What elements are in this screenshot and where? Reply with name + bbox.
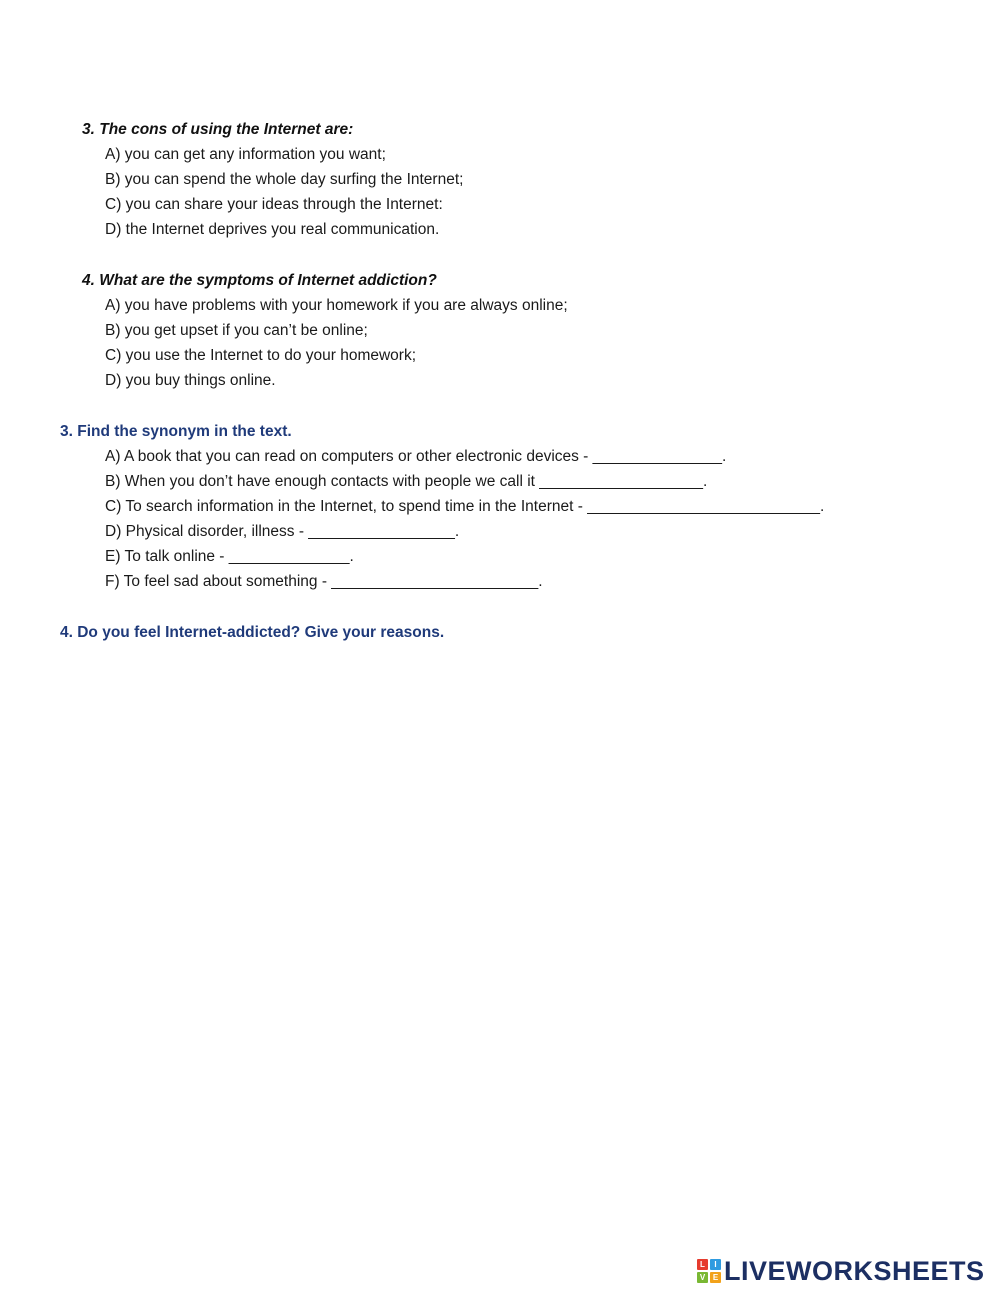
synonym-item-f: F) To feel sad about something - ________________________. [105,573,543,590]
question-3-title: 3. The cons of using the Internet are: [82,121,354,138]
synonym-item-d: D) Physical disorder, illness - _________________. [105,523,460,540]
logo-block-i: I [710,1259,721,1270]
synonym-item-c: C) To search information in the Internet, to spend time in the Internet - ___________________________. [105,498,825,515]
question-4-option-d: D) you buy things online. [105,372,276,389]
synonym-item-e: E) To talk online - ______________. [105,548,354,565]
question-4-option-c: C) you use the Internet to do your homework; [105,347,417,364]
logo-block-e: E [710,1272,721,1283]
question-4-option-b: B) you get upset if you can’t be online; [105,322,368,339]
logo-blocks-icon [697,1259,721,1283]
question-3-option-d: D) the Internet deprives you real communication. [105,221,440,238]
synonym-item-b: B) When you don’t have enough contacts with people we call it ___________________. [105,473,708,490]
logo-block-l: L [697,1259,708,1270]
synonym-item-a: A) A book that you can read on computers or other electronic devices - _______________. [105,448,727,465]
question-4-title: 4. What are the symptoms of Internet addiction? [82,272,437,289]
question-3-option-a: A) you can get any information you want; [105,146,386,163]
question-4-option-a: A) you have problems with your homework if you are always online; [105,297,568,314]
section-3-title: 3. Find the synonym in the text. [60,423,292,440]
section-4-title: 4. Do you feel Internet-addicted? Give your reasons. [60,624,445,641]
question-3-option-b: B) you can spend the whole day surfing the Internet; [105,171,464,188]
question-3-option-c: C) you can share your ideas through the Internet: [105,196,443,213]
logo-text: LIVEWORKSHEETS [724,1256,985,1286]
liveworksheets-logo [697,1257,985,1285]
logo-block-v: V [697,1272,708,1283]
